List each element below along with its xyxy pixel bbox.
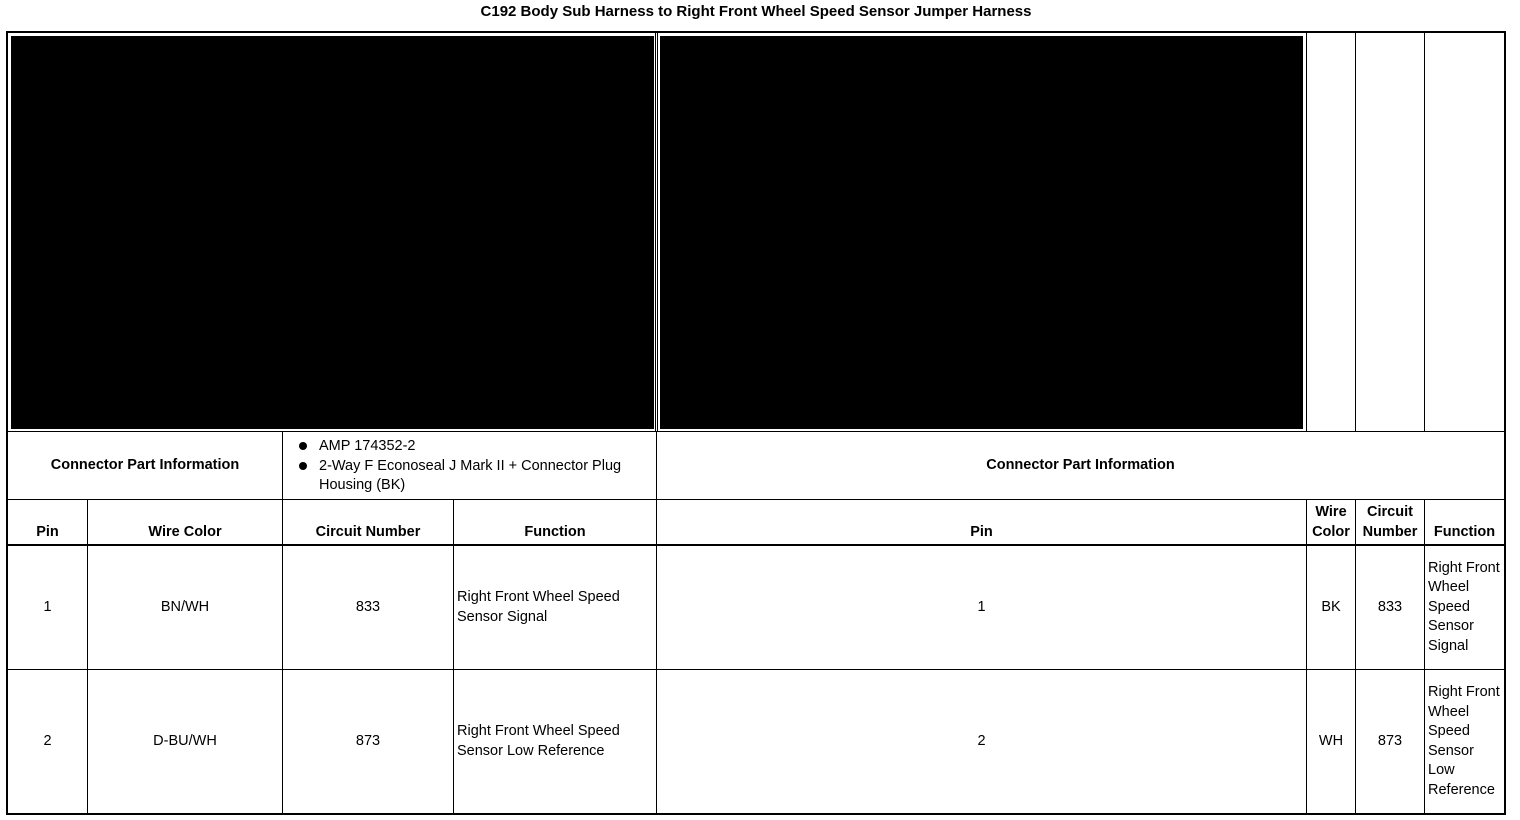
part-info-item: 2-Way F Econoseal J Mark II + Connector Plug Housing (BK)	[296, 457, 656, 496]
right-wire-color-cell: WH	[1318, 732, 1344, 749]
right-function-cell: Right Front Wheel Speed Sensor Low Reference	[1428, 684, 1500, 798]
left-connector-image	[11, 36, 654, 429]
left-circuit-number-cell: 873	[355, 732, 381, 749]
left-function-cell: Right Front Wheel Speed Sensor Low Reference	[457, 723, 620, 759]
part-info-item: AMP 174352-2	[296, 437, 656, 457]
left-part-info-list	[296, 437, 656, 496]
left-function-cell: Right Front Wheel Speed Sensor Signal	[457, 589, 620, 625]
right-header-pin: Pin	[970, 523, 993, 540]
left-wire-color-cell: BN/WH	[160, 598, 210, 615]
left-header-wire-color: Wire Color	[148, 523, 222, 540]
left-wire-color-cell: D-BU/WH	[153, 732, 217, 749]
right-connector-part-info-label: Connector Part Information	[986, 456, 1175, 473]
left-pin-cell: 1	[43, 598, 52, 615]
right-pin-cell: 2	[977, 732, 986, 749]
divider	[1355, 33, 1356, 431]
right-pin-cell: 1	[977, 598, 986, 615]
right-circuit-number-cell: 873	[1377, 732, 1403, 749]
right-header-function: Function	[1433, 523, 1496, 540]
left-circuit-number-cell: 833	[355, 598, 381, 615]
left-connector-part-info-label: Connector Part Information	[50, 456, 240, 473]
connector-table	[6, 31, 1506, 815]
right-connector-image	[660, 36, 1303, 429]
left-header-circuit-number: Circuit Number	[315, 523, 421, 540]
divider	[282, 431, 283, 499]
left-header-function: Function	[524, 523, 586, 540]
right-header-circuit-number: Circuit Number	[1362, 504, 1418, 540]
left-pin-cell: 2	[43, 732, 52, 749]
right-function-cell: Right Front Wheel Speed Sensor Signal	[1428, 559, 1500, 654]
right-circuit-number-cell: 833	[1377, 598, 1403, 615]
divider	[1306, 33, 1307, 431]
left-header-pin: Pin	[36, 523, 59, 540]
divider	[1424, 33, 1425, 431]
divider	[655, 33, 658, 431]
right-header-wire-color: Wire Color	[1312, 504, 1350, 540]
right-wire-color-cell: BK	[1321, 598, 1341, 615]
page-title: C192 Body Sub Harness to Right Front Wheel Speed Sensor Jumper Harness	[480, 3, 1032, 20]
